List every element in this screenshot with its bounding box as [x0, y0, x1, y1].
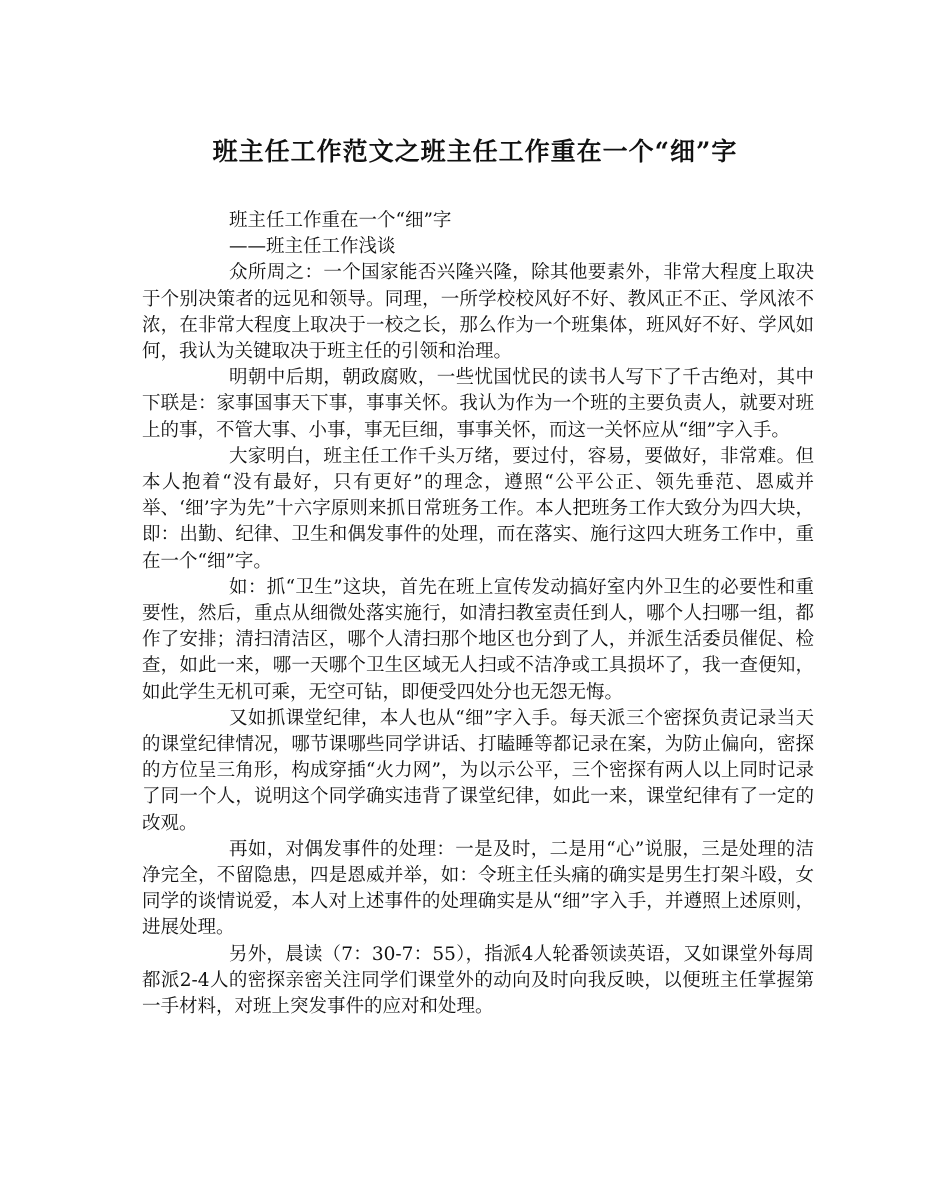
paragraph: 明朝中后期，朝政腐败，一些忧国忧民的读书人写下了千古绝对，其中下联是：家事国事天下事，事事关怀。我认为作为一个班的主要负责人，就要对班上的事，不管大事、小事，事无巨细，事事关怀，而这一关怀应从“细”字入手。: [142, 367, 814, 441]
paragraph: 另外，晨读（7：30-7：55），指派4人轮番领读英语，又如课堂外每周都派2-4人的密探亲密关注同学们课堂外的动向及时向我反映，以便班主任掌握第一手材料，对班上突发事件的应对和处理。: [142, 943, 814, 1018]
subtitle: 班主任工作重在一个“细”字: [229, 210, 452, 231]
paragraph: 如：抓“卫生”这块，首先在班上宣传发动搞好室内外卫生的必要性和重要性，然后，重点从细微处落实施行，如清扫教室责任到人，哪个人扫哪一组，都作了安排；清扫清洁区，哪个人清扫那个地区也分到了人，并派生活委员催促、检查，如此一来，哪一天哪个卫生区域无人扫或不洁净或工具损坏了，我一查便知，如此学生无机可乘，无空可钻，即便受四处分也无怨无悔。: [142, 576, 814, 703]
paragraph: 再如，对偶发事件的处理：一是及时，二是用“心”说服，三是处理的洁净完全，不留隐患，四是恩威并举，如：令班主任头痛的确实是男生打架斗殴，女同学的谈情说爱，本人对上述事件的处理确实是从“细”字入手，并遵照上述原则，进展处理。: [142, 838, 814, 939]
document-body: [142, 208, 814, 1020]
paragraph: 众所周之：一个国家能否兴隆兴隆，除其他要素外，非常大程度上取决于个别决策者的远见和领导。同理，一所学校校风好不好、教风正不正、学风浓不浓，在非常大程度上取决于一校之长，那么作为一个班集体，班风好不好、学风如何，我认为关键取决于班主任的引领和治理。: [142, 262, 814, 363]
subtitle-note: ——班主任工作浅谈: [229, 236, 396, 258]
paragraph: 大家明白，班主任工作千头万绪，要过付，容易，要做好，非常难。但本人抱着“没有最好，只有更好”的理念，遵照“公平公正、领先垂范、恩威并举、‘细’字为先”十六字原则来抓日常班务工作。本人把班务工作大致分为四大块，即：出勤、纪律、卫生和偶发事件的处理，而在落实、施行这四大班务工作中，重在一个“细”字。: [142, 445, 814, 572]
document-title: 班主任工作范文之班主任工作重在一个“细”字: [212, 137, 738, 166]
paragraph: 又如抓课堂纪律，本人也从“细”字入手。每天派三个密探负责记录当天的课堂纪律情况，哪节课哪些同学讲话、打瞌睡等都记录在案，为防止偏向，密探的方位呈三角形，构成穿插“火力网”，为以示公平，三个密探有两人以上同时记录了同一个人，说明这个同学确实违背了课堂纪律，如此一来，课堂纪律有了一定的改观。: [142, 707, 814, 834]
